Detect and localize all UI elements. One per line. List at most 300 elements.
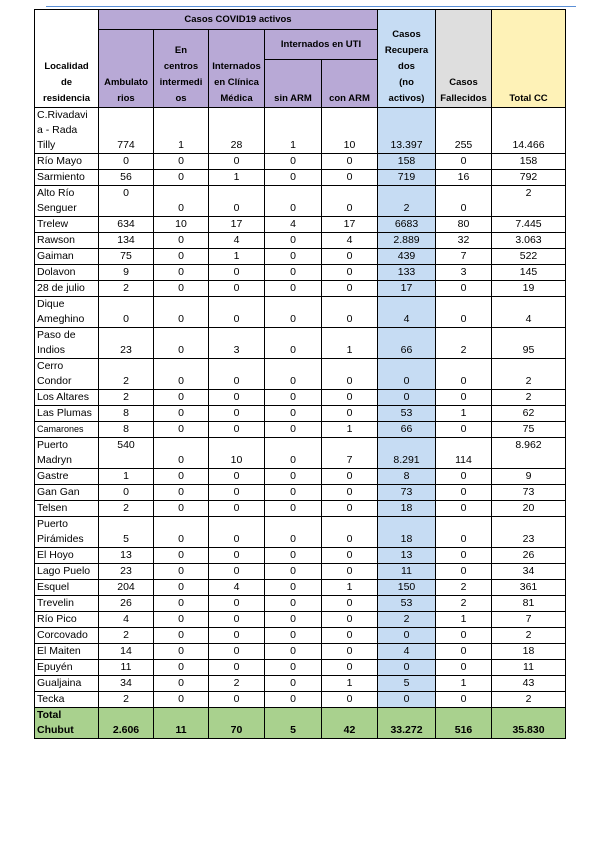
value-cell: 0 — [436, 564, 492, 580]
value-cell: 0 — [322, 548, 378, 564]
value-cell: 1 — [99, 469, 154, 485]
localidad-cell — [35, 580, 99, 596]
localidad-line: Tecka — [37, 693, 65, 705]
value-cell: 0 — [265, 580, 322, 596]
value-cell: 0 — [322, 612, 378, 628]
table-row — [35, 328, 566, 359]
value-cell: 2.606 — [99, 708, 154, 739]
value-cell: 2 — [378, 612, 436, 628]
localidad-cell — [35, 154, 99, 170]
value-cell: 2 — [99, 281, 154, 297]
header-clinica: Internados en Clínica Médica — [209, 30, 265, 108]
value-cell: 2 — [99, 501, 154, 517]
header-fallecidos: Casos Fallecidos — [436, 10, 492, 108]
value-cell: 81 — [492, 596, 566, 612]
value-cell: 0 — [154, 564, 209, 580]
value-cell: 204 — [99, 580, 154, 596]
value-cell: 16 — [436, 170, 492, 186]
value-cell: 0 — [209, 359, 265, 390]
value-cell: 522 — [492, 249, 566, 265]
value-cell: 0 — [322, 596, 378, 612]
value-cell: 0 — [265, 596, 322, 612]
header-casos-activos: Casos COVID19 activos — [99, 10, 378, 30]
value-cell: 75 — [492, 422, 566, 438]
value-cell: 0 — [154, 548, 209, 564]
value-cell: 1 — [436, 676, 492, 692]
value-cell: 0 — [265, 233, 322, 249]
value-cell: 0 — [378, 660, 436, 676]
value-cell: 0 — [322, 170, 378, 186]
value-cell: 439 — [378, 249, 436, 265]
table-row — [35, 548, 566, 564]
localidad-cell — [35, 596, 99, 612]
localidad-cell — [35, 564, 99, 580]
value-cell: 35.830 — [492, 708, 566, 739]
value-cell: 0 — [265, 297, 322, 328]
value-cell: 18 — [492, 644, 566, 660]
value-cell: 43 — [492, 676, 566, 692]
value-cell: 634 — [99, 217, 154, 233]
value-cell: 11 — [99, 660, 154, 676]
localidad-line: Senguer — [37, 202, 77, 214]
value-cell: 0 — [209, 548, 265, 564]
localidad-line: Epuyén — [37, 661, 73, 673]
value-cell: 0 — [265, 281, 322, 297]
value-cell: 0 — [154, 692, 209, 708]
localidad-line: Indios — [37, 344, 66, 356]
localidad-line: Gaiman — [37, 250, 74, 262]
header-uti: Internados en UTI — [265, 30, 378, 60]
value-cell: 0 — [322, 154, 378, 170]
value-cell: 0 — [154, 628, 209, 644]
value-cell: 0 — [154, 438, 209, 469]
value-cell: 0 — [265, 406, 322, 422]
value-cell: 1 — [436, 406, 492, 422]
value-cell: 0 — [265, 628, 322, 644]
value-cell: 0 — [209, 501, 265, 517]
localidad-line: Lago Puelo — [37, 565, 91, 577]
value-cell: 0 — [154, 517, 209, 548]
localidad-cell — [35, 708, 99, 739]
value-cell: 0 — [154, 406, 209, 422]
value-cell: 18 — [378, 501, 436, 517]
localidad-cell — [35, 328, 99, 359]
localidad-cell — [35, 469, 99, 485]
value-cell: 0 — [209, 612, 265, 628]
value-cell: 66 — [378, 422, 436, 438]
value-cell: 0 — [154, 265, 209, 281]
value-cell: 5 — [99, 517, 154, 548]
value-cell: 0 — [209, 265, 265, 281]
value-cell: 0 — [99, 485, 154, 501]
value-cell: 0 — [265, 438, 322, 469]
value-cell: 1 — [322, 422, 378, 438]
value-cell: 17 — [209, 217, 265, 233]
localidad-cell — [35, 438, 99, 469]
value-cell: 134 — [99, 233, 154, 249]
value-cell: 2 — [492, 186, 566, 217]
value-cell: 13.397 — [378, 108, 436, 154]
value-cell: 53 — [378, 406, 436, 422]
value-cell: 23 — [99, 328, 154, 359]
value-cell: 4 — [378, 297, 436, 328]
value-cell: 2 — [99, 628, 154, 644]
value-cell: 0 — [322, 692, 378, 708]
localidad-cell — [35, 676, 99, 692]
value-cell: 32 — [436, 233, 492, 249]
table-row — [35, 580, 566, 596]
value-cell: 0 — [265, 328, 322, 359]
value-cell: 0 — [209, 628, 265, 644]
localidad-cell — [35, 359, 99, 390]
localidad-line: Gan Gan — [37, 486, 80, 498]
localidad-cell — [35, 233, 99, 249]
localidad-line: Cerro — [37, 360, 64, 372]
localidad-line: C.Rivadavi — [37, 109, 88, 121]
value-cell: 0 — [265, 644, 322, 660]
value-cell: 9 — [99, 265, 154, 281]
localidad-line: Las Plumas — [37, 407, 92, 419]
value-cell: 11 — [154, 708, 209, 739]
value-cell: 774 — [99, 108, 154, 154]
value-cell: 1 — [436, 612, 492, 628]
table-row — [35, 390, 566, 406]
header-total: Total CC — [492, 10, 566, 108]
value-cell: 0 — [265, 548, 322, 564]
value-cell: 0 — [154, 233, 209, 249]
value-cell: 0 — [154, 485, 209, 501]
value-cell: 34 — [492, 564, 566, 580]
value-cell: 145 — [492, 265, 566, 281]
table-row — [35, 692, 566, 708]
table-row — [35, 186, 566, 217]
value-cell: 0 — [322, 485, 378, 501]
value-cell: 0 — [436, 469, 492, 485]
value-cell: 0 — [265, 676, 322, 692]
value-cell: 0 — [154, 580, 209, 596]
value-cell: 0 — [378, 359, 436, 390]
value-cell: 8.962 — [492, 438, 566, 469]
localidad-cell — [35, 422, 99, 438]
value-cell: 4 — [492, 297, 566, 328]
value-cell: 0 — [154, 501, 209, 517]
localidad-cell — [35, 548, 99, 564]
localidad-line: Dique — [37, 298, 65, 310]
value-cell: 0 — [436, 359, 492, 390]
value-cell: 14.466 — [492, 108, 566, 154]
localidad-line: Rawson — [37, 234, 75, 246]
value-cell: 0 — [265, 170, 322, 186]
value-cell: 2 — [99, 692, 154, 708]
localidad-line: Tilly — [37, 139, 56, 151]
value-cell: 0 — [154, 170, 209, 186]
value-cell: 0 — [209, 660, 265, 676]
value-cell: 2 — [436, 596, 492, 612]
value-cell: 7 — [436, 249, 492, 265]
value-cell: 42 — [322, 708, 378, 739]
value-cell: 28 — [209, 108, 265, 154]
localidad-line: Pirámides — [37, 533, 84, 545]
value-cell: 26 — [492, 548, 566, 564]
value-cell: 3.063 — [492, 233, 566, 249]
localidad-line: Puerto — [37, 518, 68, 530]
value-cell: 0 — [209, 517, 265, 548]
localidad-cell — [35, 186, 99, 217]
value-cell: 0 — [154, 612, 209, 628]
value-cell: 2 — [209, 676, 265, 692]
value-cell: 0 — [436, 485, 492, 501]
value-cell: 2.889 — [378, 233, 436, 249]
value-cell: 0 — [209, 186, 265, 217]
localidad-cell — [35, 485, 99, 501]
localidad-line: Río Pico — [37, 613, 77, 625]
value-cell: 70 — [209, 708, 265, 739]
value-cell: 0 — [154, 328, 209, 359]
value-cell: 7.445 — [492, 217, 566, 233]
localidad-cell — [35, 297, 99, 328]
table-row — [35, 564, 566, 580]
table-row — [35, 406, 566, 422]
localidad-line: Trelew — [37, 218, 69, 230]
value-cell: 75 — [99, 249, 154, 265]
value-cell: 0 — [265, 612, 322, 628]
value-cell: 0 — [322, 564, 378, 580]
value-cell: 0 — [209, 297, 265, 328]
value-cell: 0 — [209, 485, 265, 501]
value-cell: 0 — [436, 628, 492, 644]
value-cell: 0 — [378, 390, 436, 406]
value-cell: 2 — [378, 186, 436, 217]
value-cell: 0 — [265, 359, 322, 390]
value-cell: 2 — [99, 390, 154, 406]
value-cell: 0 — [322, 406, 378, 422]
value-cell: 0 — [322, 297, 378, 328]
value-cell: 11 — [492, 660, 566, 676]
value-cell: 0 — [436, 660, 492, 676]
localidad-line: Paso de — [37, 329, 76, 341]
value-cell: 2 — [436, 580, 492, 596]
value-cell: 0 — [154, 469, 209, 485]
value-cell: 0 — [265, 154, 322, 170]
table-row — [35, 517, 566, 548]
value-cell: 56 — [99, 170, 154, 186]
value-cell: 0 — [322, 390, 378, 406]
top-rule — [46, 6, 576, 7]
header-sin-arm: sin ARM — [265, 60, 322, 108]
table-row — [35, 297, 566, 328]
value-cell: 0 — [265, 485, 322, 501]
localidad-line: Chubut — [37, 724, 74, 736]
localidad-cell — [35, 249, 99, 265]
value-cell: 73 — [378, 485, 436, 501]
value-cell: 0 — [436, 501, 492, 517]
localidad-line: Alto Río — [37, 187, 75, 199]
table-row — [35, 265, 566, 281]
value-cell: 0 — [378, 628, 436, 644]
value-cell: 0 — [322, 517, 378, 548]
header-con-arm: con ARM — [322, 60, 378, 108]
value-cell: 0 — [436, 422, 492, 438]
table-row — [35, 281, 566, 297]
value-cell: 0 — [322, 265, 378, 281]
total-row — [35, 708, 566, 739]
value-cell: 0 — [322, 359, 378, 390]
value-cell: 0 — [154, 644, 209, 660]
value-cell: 0 — [436, 517, 492, 548]
value-cell: 0 — [436, 390, 492, 406]
value-cell: 2 — [492, 692, 566, 708]
value-cell: 53 — [378, 596, 436, 612]
value-cell: 17 — [322, 217, 378, 233]
value-cell: 13 — [378, 548, 436, 564]
value-cell: 0 — [154, 359, 209, 390]
header-recuperados: Casos Recupera dos (no activos) — [378, 10, 436, 108]
value-cell: 0 — [209, 281, 265, 297]
value-cell: 150 — [378, 580, 436, 596]
value-cell: 66 — [378, 328, 436, 359]
value-cell: 4 — [265, 217, 322, 233]
localidad-cell — [35, 660, 99, 676]
value-cell: 1 — [154, 108, 209, 154]
value-cell: 7 — [492, 612, 566, 628]
value-cell: 0 — [209, 422, 265, 438]
value-cell: 0 — [265, 265, 322, 281]
table-body — [35, 108, 566, 739]
value-cell: 0 — [436, 548, 492, 564]
value-cell: 1 — [265, 108, 322, 154]
value-cell: 0 — [265, 186, 322, 217]
value-cell: 8 — [378, 469, 436, 485]
value-cell: 0 — [436, 297, 492, 328]
localidad-line: Camarones — [37, 424, 84, 434]
value-cell: 0 — [209, 644, 265, 660]
table-row — [35, 612, 566, 628]
value-cell: 158 — [378, 154, 436, 170]
value-cell: 3 — [436, 265, 492, 281]
value-cell: 11 — [378, 564, 436, 580]
value-cell: 0 — [265, 692, 322, 708]
value-cell: 0 — [265, 501, 322, 517]
value-cell: 9 — [492, 469, 566, 485]
value-cell: 792 — [492, 170, 566, 186]
value-cell: 4 — [322, 233, 378, 249]
table-row — [35, 233, 566, 249]
value-cell: 0 — [265, 390, 322, 406]
value-cell: 0 — [322, 249, 378, 265]
table-row — [35, 596, 566, 612]
value-cell: 0 — [209, 469, 265, 485]
localidad-line: Río Mayo — [37, 155, 82, 167]
value-cell: 20 — [492, 501, 566, 517]
localidad-line: Condor — [37, 375, 72, 387]
table-row — [35, 438, 566, 469]
value-cell: 17 — [378, 281, 436, 297]
table-row — [35, 359, 566, 390]
value-cell: 0 — [154, 596, 209, 612]
value-cell: 4 — [209, 580, 265, 596]
value-cell: 3 — [209, 328, 265, 359]
value-cell: 10 — [209, 438, 265, 469]
value-cell: 0 — [154, 249, 209, 265]
value-cell: 19 — [492, 281, 566, 297]
localidad-cell — [35, 517, 99, 548]
table-row — [35, 660, 566, 676]
localidad-line: Puerto — [37, 439, 68, 451]
value-cell: 158 — [492, 154, 566, 170]
value-cell: 26 — [99, 596, 154, 612]
localidad-cell — [35, 692, 99, 708]
value-cell: 0 — [378, 692, 436, 708]
localidad-line: 28 de julio — [37, 282, 85, 294]
localidad-line: Esquel — [37, 581, 70, 593]
value-cell: 255 — [436, 108, 492, 154]
value-cell: 0 — [265, 564, 322, 580]
value-cell: 8 — [99, 406, 154, 422]
table-row — [35, 644, 566, 660]
value-cell: 8.291 — [378, 438, 436, 469]
value-cell: 0 — [154, 660, 209, 676]
value-cell: 540 — [99, 438, 154, 469]
value-cell: 0 — [99, 154, 154, 170]
value-cell: 1 — [322, 328, 378, 359]
localidad-cell — [35, 108, 99, 154]
value-cell: 2 — [99, 359, 154, 390]
value-cell: 2 — [492, 390, 566, 406]
value-cell: 34 — [99, 676, 154, 692]
value-cell: 1 — [209, 249, 265, 265]
localidad-line: Telsen — [37, 502, 68, 514]
value-cell: 2 — [436, 328, 492, 359]
value-cell: 7 — [322, 438, 378, 469]
table-row — [35, 422, 566, 438]
table-row — [35, 154, 566, 170]
localidad-line: Gastre — [37, 470, 69, 482]
value-cell: 114 — [436, 438, 492, 469]
value-cell: 0 — [154, 676, 209, 692]
table-row — [35, 170, 566, 186]
value-cell: 516 — [436, 708, 492, 739]
value-cell: 5 — [378, 676, 436, 692]
localidad-cell — [35, 644, 99, 660]
value-cell: 80 — [436, 217, 492, 233]
localidad-line: Sarmiento — [37, 171, 85, 183]
value-cell: 0 — [209, 154, 265, 170]
value-cell: 0 — [154, 186, 209, 217]
value-cell: 8 — [99, 422, 154, 438]
value-cell: 0 — [154, 297, 209, 328]
table-row — [35, 628, 566, 644]
value-cell: 0 — [436, 692, 492, 708]
value-cell: 0 — [265, 249, 322, 265]
value-cell: 18 — [378, 517, 436, 548]
value-cell: 4 — [209, 233, 265, 249]
localidad-line: El Maiten — [37, 645, 81, 657]
value-cell: 0 — [265, 469, 322, 485]
value-cell: 0 — [265, 517, 322, 548]
table-row — [35, 485, 566, 501]
value-cell: 0 — [154, 154, 209, 170]
value-cell: 73 — [492, 485, 566, 501]
localidad-cell — [35, 170, 99, 186]
value-cell: 5 — [265, 708, 322, 739]
table-row — [35, 249, 566, 265]
value-cell: 0 — [154, 422, 209, 438]
value-cell: 0 — [436, 281, 492, 297]
localidad-line: Trevelin — [37, 597, 74, 609]
header-ambulatorios: Ambulato rios — [99, 30, 154, 108]
table-row — [35, 108, 566, 154]
table-row — [35, 501, 566, 517]
